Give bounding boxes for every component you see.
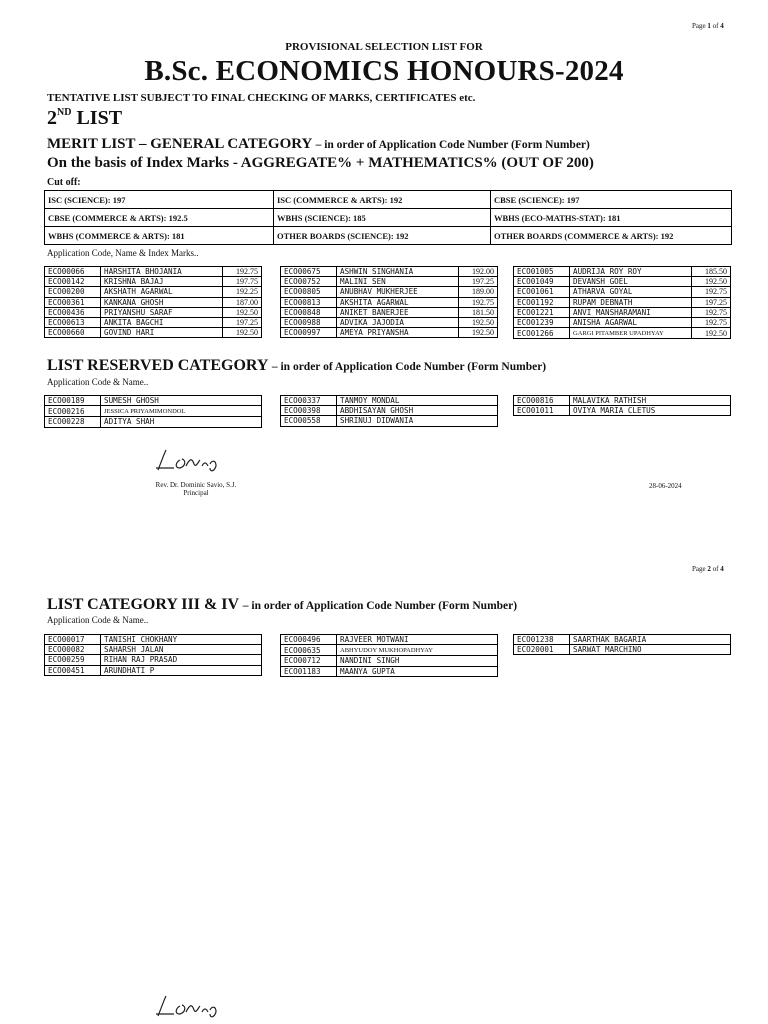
list-row <box>514 277 731 287</box>
merit-heading: MERIT LIST – GENERAL CATEGORY – in order of Application Code Number (Form Number) <box>47 136 590 152</box>
application-code: ECO00082 <box>45 645 101 655</box>
cutoff-cell: CBSE (SCIENCE): 197 <box>491 191 732 209</box>
application-code: ECO00361 <box>45 297 101 307</box>
cutoff-row <box>45 227 732 245</box>
cutoff-cell: CBSE (COMMERCE & ARTS): 192.5 <box>45 209 274 227</box>
page-title: B.Sc. ECONOMICS HONOURS-2024 <box>144 55 624 87</box>
cutoff-row <box>45 209 732 227</box>
candidate-name-text: JESSICA PRIYAMIMONDOL <box>104 408 186 416</box>
cutoff-cell: WBHS (ECO-MATHS-STAT): 181 <box>491 209 732 227</box>
list-row <box>45 665 262 675</box>
index-marks: 181.50 <box>459 307 498 317</box>
reserved-list-note: Application Code & Name.. <box>47 377 149 387</box>
list-row <box>281 318 498 328</box>
list-row <box>514 267 731 277</box>
candidate-name: RUPAM DEBNATH <box>570 297 692 307</box>
list-row <box>514 297 731 307</box>
application-code: ECO00496 <box>281 635 337 645</box>
list-row <box>45 417 262 427</box>
candidate-name: HARSHITA BHOJANIA <box>101 267 223 277</box>
list-row <box>281 416 498 426</box>
candidate-name: RIHAN RAJ PRASAD <box>101 655 262 665</box>
application-code: ECO00216 <box>45 406 101 417</box>
application-code: ECO01192 <box>514 297 570 307</box>
candidate-name: ANKITA BAGCHI <box>101 318 223 328</box>
index-marks: 192.50 <box>692 328 731 339</box>
list-row <box>281 287 498 297</box>
application-code: ECO01239 <box>514 318 570 328</box>
cutoff-label: Cut off: <box>47 177 81 188</box>
application-code: ECO00451 <box>45 665 101 675</box>
candidate-name: NANDINI SINGH <box>337 656 498 666</box>
cutoff-cell: OTHER BOARDS (COMMERCE & ARTS): 192 <box>491 227 732 245</box>
list-row <box>45 277 262 287</box>
cutoff-row <box>45 191 732 209</box>
candidate-name: MAANYA GUPTA <box>337 666 498 676</box>
candidate-name: AKSHITA AGARWAL <box>337 297 459 307</box>
cutoff-cell: ISC (SCIENCE): 197 <box>45 191 274 209</box>
list-row <box>281 297 498 307</box>
candidate-name: ATHARVA GOYAL <box>570 287 692 297</box>
application-code: ECO00805 <box>281 287 337 297</box>
candidate-name: OVIYA MARIA CLETUS <box>570 406 731 416</box>
application-code: ECO00189 <box>45 396 101 406</box>
application-code: ECO00613 <box>45 318 101 328</box>
reserved-list-column-1 <box>44 395 262 428</box>
list-row <box>45 318 262 328</box>
application-code: ECO00259 <box>45 655 101 665</box>
list-row <box>514 396 731 406</box>
candidate-name: SAARTHAK BAGARIA <box>570 635 731 645</box>
application-code: ECO00988 <box>281 318 337 328</box>
application-code: ECO00436 <box>45 307 101 317</box>
list-row <box>514 318 731 328</box>
candidate-name: ARUNDHATI P <box>101 665 262 675</box>
list-row <box>45 635 262 645</box>
index-marks: 192.50 <box>223 307 262 317</box>
index-marks: 187.00 <box>223 297 262 307</box>
list-row <box>45 645 262 655</box>
index-marks: 197.75 <box>223 277 262 287</box>
list-row <box>45 307 262 317</box>
application-code: ECO00066 <box>45 267 101 277</box>
list-row <box>45 287 262 297</box>
candidate-name <box>101 406 262 417</box>
candidate-name: SUMESH GHOSH <box>101 396 262 406</box>
index-marks: 189.00 <box>459 287 498 297</box>
list-row <box>45 328 262 338</box>
index-marks: 197.25 <box>459 277 498 287</box>
candidate-name: SARWAT MARCHINO <box>570 645 731 655</box>
list-row <box>514 635 731 645</box>
candidate-name: ADITYA SHAH <box>101 417 262 427</box>
tentative-note: TENTATIVE LIST SUBJECT TO FINAL CHECKING OF MARKS, CERTIFICATES etc. <box>47 92 476 104</box>
list-row <box>281 328 498 338</box>
cutoff-cell: ISC (COMMERCE & ARTS): 192 <box>274 191 491 209</box>
application-code: ECO01238 <box>514 635 570 645</box>
list-row <box>45 655 262 665</box>
principal-signature <box>150 446 230 476</box>
basis-line: On the basis of Index Marks - AGGREGATE% + MATHEMATICS% (OUT OF 200) <box>47 155 594 171</box>
category-heading: LIST CATEGORY III & IV – in order of Application Code Number (Form Number) <box>47 596 518 613</box>
list-row <box>281 656 498 666</box>
index-marks: 192.50 <box>223 328 262 338</box>
application-code: ECO00848 <box>281 307 337 317</box>
list-row <box>281 666 498 676</box>
candidate-name: KRISHNA BAJAJ <box>101 277 223 287</box>
index-marks: 192.75 <box>692 287 731 297</box>
candidate-name: ADVIKA JAJODIA <box>337 318 459 328</box>
principal-signature <box>150 992 230 1022</box>
candidate-name: MALAVIKA RATHISH <box>570 396 731 406</box>
candidate-name: ABDHISAYAN GHOSH <box>337 406 498 416</box>
reserved-list-column-3 <box>513 395 731 416</box>
candidate-name: ANUBHAV MUKHERJEE <box>337 287 459 297</box>
index-marks: 192.75 <box>223 267 262 277</box>
page-number: Page 1 of 4 <box>692 22 724 30</box>
index-marks: 192.75 <box>692 318 731 328</box>
candidate-name: SHRINUJ DIDWANIA <box>337 416 498 426</box>
candidate-name: KANKANA GHOSH <box>101 297 223 307</box>
candidate-name: TANISHI CHOKHANY <box>101 635 262 645</box>
candidate-name: ASHWIN SINGHANIA <box>337 267 459 277</box>
application-code: ECO00558 <box>281 416 337 426</box>
signatory-block <box>136 481 256 497</box>
candidate-name: AMEYA PRIYANSHA <box>337 328 459 338</box>
list-row <box>45 297 262 307</box>
general-list-column-1 <box>44 266 262 338</box>
index-marks: 192.75 <box>692 307 731 317</box>
list-number-heading: 2ND LIST <box>47 107 123 129</box>
index-marks: 192.50 <box>692 277 731 287</box>
application-code: ECO01049 <box>514 277 570 287</box>
candidate-name: AKSHATH AGARWAL <box>101 287 223 297</box>
page-number: Page 2 of 4 <box>692 565 724 573</box>
signatory-designation: Principal <box>183 489 209 497</box>
index-marks: 197.25 <box>692 297 731 307</box>
list-row <box>281 267 498 277</box>
list-row <box>45 396 262 406</box>
candidate-name-text: ABHYUDOY MUKHOPADHYAY <box>340 647 433 655</box>
list-row <box>514 307 731 317</box>
reserved-heading: LIST RESERVED CATEGORY – in order of Application Code Number (Form Number) <box>47 357 547 374</box>
application-code: ECO00635 <box>281 645 337 656</box>
application-code: ECO00017 <box>45 635 101 645</box>
application-code: ECO01011 <box>514 406 570 416</box>
candidate-name: DEVANSH GOEL <box>570 277 692 287</box>
index-marks: 185.50 <box>692 267 731 277</box>
application-code: ECO01061 <box>514 287 570 297</box>
list-row <box>281 635 498 645</box>
list-row <box>514 645 731 655</box>
category-list-column-2 <box>280 634 498 677</box>
cutoff-cell: WBHS (COMMERCE & ARTS): 181 <box>45 227 274 245</box>
index-marks: 192.00 <box>459 267 498 277</box>
candidate-name: ANISHA AGARWAL <box>570 318 692 328</box>
list-row <box>45 267 262 277</box>
application-code: ECO00660 <box>45 328 101 338</box>
application-code: ECO01005 <box>514 267 570 277</box>
list-row <box>281 307 498 317</box>
cutoff-cell: WBHS (SCIENCE): 185 <box>274 209 491 227</box>
application-code: ECO00712 <box>281 656 337 666</box>
candidate-name: MALINI SEN <box>337 277 459 287</box>
application-code: ECO00813 <box>281 297 337 307</box>
list-row <box>45 406 262 417</box>
list-row <box>514 287 731 297</box>
list-row <box>281 406 498 416</box>
application-code: ECO00675 <box>281 267 337 277</box>
candidate-name: GOVIND HARI <box>101 328 223 338</box>
application-code: ECO00200 <box>45 287 101 297</box>
signatory-name: Rev. Dr. Dominic Savio, S.J. <box>155 481 237 489</box>
application-code: ECO01221 <box>514 307 570 317</box>
cutoff-cell: OTHER BOARDS (SCIENCE): 192 <box>274 227 491 245</box>
reserved-list-column-2 <box>280 395 498 427</box>
list-row <box>281 645 498 656</box>
application-code: ECO20001 <box>514 645 570 655</box>
list-row <box>281 396 498 406</box>
candidate-name: ANVI MANSHARAMANI <box>570 307 692 317</box>
application-code: ECO00752 <box>281 277 337 287</box>
index-marks: 192.75 <box>459 297 498 307</box>
candidate-name: ANIKET BANERJEE <box>337 307 459 317</box>
general-list-note: Application Code, Name & Index Marks.. <box>47 248 199 258</box>
candidate-name-text: GARGI PITAMBER UPADHYAY <box>573 330 664 338</box>
application-code: ECO00228 <box>45 417 101 427</box>
application-code: ECO00816 <box>514 396 570 406</box>
candidate-name: AUDRIJA ROY ROY <box>570 267 692 277</box>
index-marks: 192.25 <box>223 287 262 297</box>
list-row <box>281 277 498 287</box>
application-code: ECO00997 <box>281 328 337 338</box>
application-code: ECO00142 <box>45 277 101 287</box>
candidate-name: PRIYANSHU SARAF <box>101 307 223 317</box>
index-marks: 197.25 <box>223 318 262 328</box>
candidate-name: SAHARSH JALAN <box>101 645 262 655</box>
application-code: ECO00337 <box>281 396 337 406</box>
candidate-name <box>337 645 498 656</box>
document-date: 28-06-2024 <box>649 482 682 490</box>
candidate-name <box>570 328 692 339</box>
application-code: ECO01266 <box>514 328 570 339</box>
list-row <box>514 406 731 416</box>
application-code: ECO00398 <box>281 406 337 416</box>
application-code: ECO01183 <box>281 666 337 676</box>
list-row <box>514 328 731 339</box>
header-line: PROVISIONAL SELECTION LIST FOR <box>285 41 483 53</box>
general-list-column-2 <box>280 266 498 338</box>
category-list-note: Application Code & Name.. <box>47 615 149 625</box>
category-list-column-1 <box>44 634 262 676</box>
candidate-name: RAJVEER MOTWANI <box>337 635 498 645</box>
index-marks: 192.50 <box>459 318 498 328</box>
candidate-name: TANMOY MONDAL <box>337 396 498 406</box>
general-list-column-3 <box>513 266 731 339</box>
cutoff-table <box>44 190 732 245</box>
category-list-column-3 <box>513 634 731 655</box>
index-marks: 192.50 <box>459 328 498 338</box>
